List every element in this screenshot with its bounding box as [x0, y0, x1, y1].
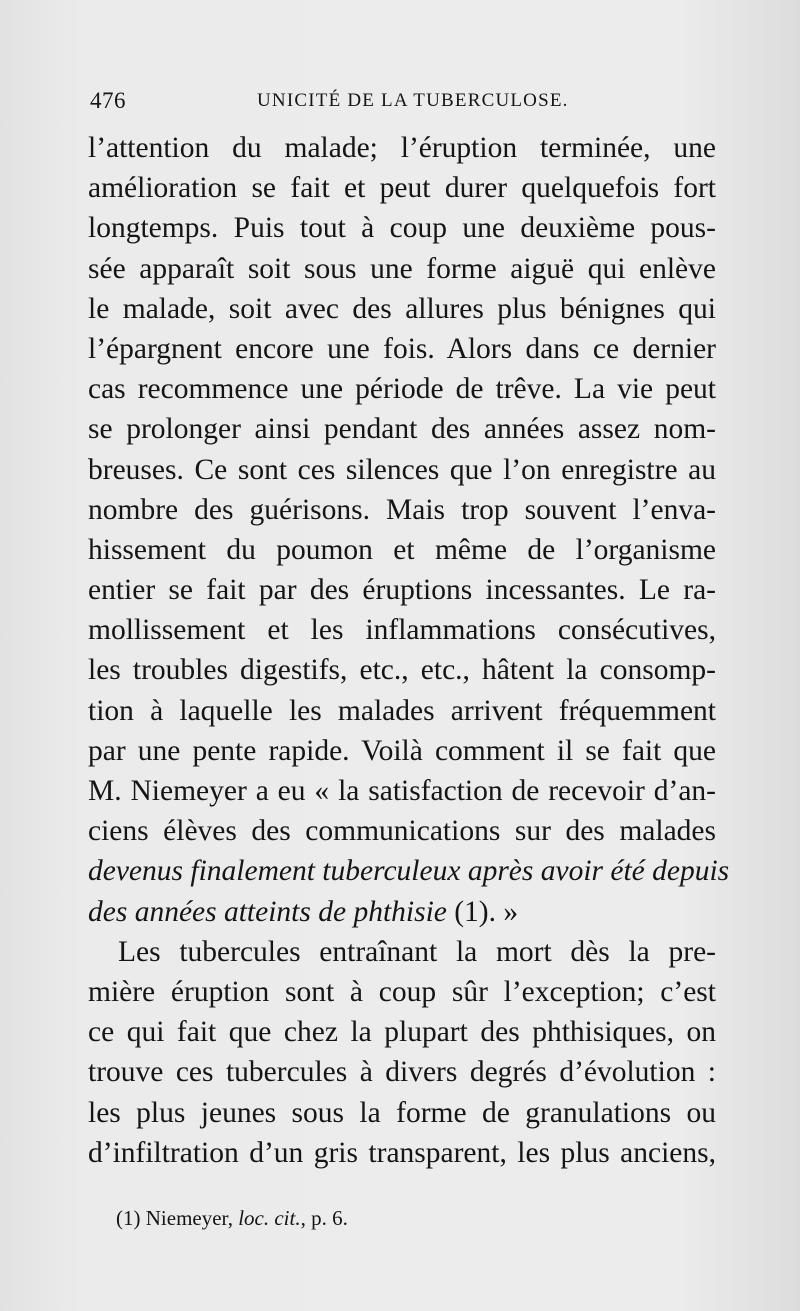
text-line: d’infiltration d’un gris transparent, les plus anciens,: [88, 1136, 716, 1169]
text-line: ciens élèves des communications sur des malades: [88, 815, 716, 848]
text-line: nombre des guérisons. Mais trop souvent l’enva-: [88, 493, 716, 526]
text-line: amélioration se fait et peut durer quelquefois fort: [88, 172, 716, 205]
text-line: tion à laquelle les malades arrivent fréquemment: [88, 694, 716, 727]
text-line: les plus jeunes sous la forme de granulations ou: [88, 1096, 716, 1129]
text-line: mollissement et les inflammations consécutives,: [88, 614, 716, 647]
text-line: mière éruption sont à coup sûr l’exception; c’est: [88, 975, 716, 1008]
text-line: le malade, soit avec des allures plus bénignes qui: [88, 292, 716, 325]
text-line: ce qui fait que chez la plupart des phthisiques, on: [88, 1016, 716, 1049]
text-line: sée apparaît soit sous une forme aiguë qui enlève: [88, 252, 716, 285]
text-line: cas recommence une période de trêve. La vie peut: [88, 373, 716, 406]
text-line: les troubles digestifs, etc., etc., hâtent la consomp-: [88, 654, 716, 687]
page-header: [90, 88, 712, 118]
footnote-author: Niemeyer,: [145, 1206, 233, 1230]
footnote-citation: loc. cit.: [238, 1206, 301, 1230]
page-number: 476: [90, 88, 126, 113]
text-line: breuses. Ce sont ces silences que l’on enregistre au: [88, 453, 716, 486]
paragraph-start-line: Les tubercules entraînant la mort dès la pre-: [118, 935, 716, 968]
footnote: [116, 1206, 348, 1231]
text-line: se prolonger ainsi pendant des années assez nom-: [88, 413, 716, 446]
footnote-page: , p. 6.: [300, 1206, 348, 1230]
text-line-last: [88, 892, 716, 932]
text-line: entier se fait par des éruptions incessantes. Le ra-: [88, 574, 716, 607]
text-line: trouve ces tubercules à divers degrés d’évolution :: [88, 1056, 716, 1089]
footnote-marker: (1): [116, 1206, 141, 1230]
text-line-italic: devenus finalement tuberculeux après avoir été depuis: [88, 855, 730, 888]
body-text: [88, 128, 730, 1173]
text-line: M. Niemeyer a eu « la satisfaction de recevoir d’an-: [88, 775, 716, 807]
italic-phrase: des années atteints de phthisie: [88, 895, 447, 928]
running-title: UNICITÉ DE LA TUBERCULOSE.: [257, 90, 569, 111]
text-line: l’épargnent encore une fois. Alors dans ce dernier: [88, 332, 716, 365]
text-line: longtemps. Puis tout à coup une deuxième pous-: [88, 212, 716, 245]
text-line: hissement du poumon et même de l’organisme: [88, 533, 716, 566]
text-line: par une pente rapide. Voilà comment il se fait que: [88, 734, 716, 767]
footnote-reference: (1). »: [446, 895, 519, 928]
text-line: l’attention du malade; l’éruption terminée, une: [88, 132, 716, 164]
